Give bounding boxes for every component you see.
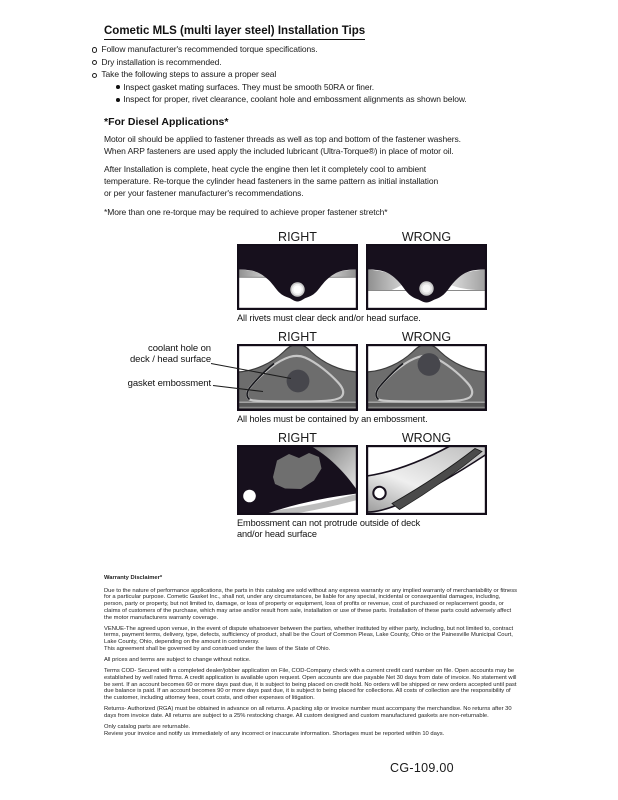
tip-text: Take the following steps to assure a proper seal (101, 69, 277, 80)
rivet-right-illustration (237, 244, 358, 310)
protrusion-caption (237, 518, 420, 540)
protrusion-right-illustration (237, 445, 358, 515)
disclaimer-text: Review your invoice and notify us immediately of any incorrect or inaccurate information. Shortages must be reported within 10 days. (104, 730, 445, 737)
disclaimer-paragraph: All prices and terms are subject to change without notice. (104, 657, 251, 664)
wrong-label: WRONG (401, 330, 452, 344)
list-item (92, 57, 467, 70)
rivet-wrong-illustration (366, 244, 487, 310)
wrong-label: WRONG (401, 431, 452, 445)
diesel-heading: *For Diesel Applications* (104, 116, 229, 128)
embossment-wrong-diagram (366, 344, 487, 411)
gasket-embossment-annotation: gasket embossment (127, 378, 211, 389)
tip-text: Follow manufacturer's recommended torque specifications. (101, 44, 318, 54)
embossment-wrong-illustration (366, 344, 487, 411)
list-item (116, 82, 467, 95)
paragraph-line: After Installation is complete, heat cycle the engine then let it completely cool to ambient (104, 164, 427, 174)
annotation-leader-lines (205, 355, 305, 400)
retorque-note: *More than one re-torque may be required to achieve proper fastener stretch* (104, 207, 388, 217)
paragraph-line: When ARP fasteners are used apply the included lubricant (Ultra-Torque®) in place of motor oil. (104, 145, 454, 156)
right-label: RIGHT (278, 230, 317, 244)
rivet-right-diagram (237, 244, 358, 310)
paragraph-line: or per your fastener manufacturer's recommendations. (104, 187, 304, 198)
rivet-wrong-diagram (366, 244, 487, 310)
disclaimer-text: Only catalog parts are returnable. (104, 724, 191, 731)
paragraph (104, 164, 438, 199)
annotation-line: deck / head surface (129, 354, 211, 365)
coolant-hole-annotation (130, 343, 211, 365)
protrusion-right-diagram (237, 445, 358, 515)
paragraph (104, 134, 461, 158)
circle-bullet-icon (92, 47, 97, 52)
list-item (92, 69, 467, 82)
protrusion-wrong-illustration (366, 445, 487, 515)
disclaimer-heading: Warranty Disclaimer* (104, 575, 163, 581)
annotation-line: coolant hole on (148, 343, 211, 354)
wrong-label: WRONG (401, 230, 452, 244)
tip-text: Inspect gasket mating surfaces. They must be smooth 50RA or finer. (123, 81, 375, 92)
disclaimer-text: VENUE-The agreed upon venue, in the event of dispute whatsoever between the parties, whether instituted by either party, including, but not limited to, contract terms, payment terms, delivery, type, defects, sufficiency of product, shall be the Court of Common Pleas, Lake County, Ohio or the Painesville Municipal Court, Lake County, Ohio, depending on the amount in controversy. (104, 625, 514, 646)
disclaimer-text: This agreement shall be governed by and construed under the laws of the State of Ohio. (104, 645, 331, 652)
caption-line: and/or head surface (237, 529, 317, 539)
protrusion-wrong-diagram (366, 445, 487, 515)
installation-tips-list (92, 44, 467, 107)
page-title: Cometic MLS (multi layer steel) Installation Tips (104, 25, 365, 40)
disclaimer-paragraph: Terms COD- Secured with a completed dealer/jobber application on File, COD-Company check with a current credit card number on file. Open accounts may be established by well rated firms. A credit application is available upon request. Open accounts are due payable Net 30 days from date of invoice. No statement will be sent. If an account becomes 60 or more days past due, it is subject to being placed on credit hold. No orders will be shipped or new orders accepted until past due balance is paid. If an account becomes 90 or more days past due, it is subject to being placed for collections. All costs of collection are the responsibility of the customer, including attorney fees, court costs, and other expenses of litigation. (104, 668, 517, 702)
right-label: RIGHT (278, 330, 317, 344)
disclaimer-paragraph (104, 724, 518, 737)
tip-text: Dry installation is recommended. (101, 56, 222, 67)
rivet-caption: All rivets must clear deck and/or head surface. (237, 313, 421, 323)
circle-bullet-icon (92, 60, 97, 65)
embossment-caption: All holes must be contained by an embossment. (237, 414, 428, 424)
tip-text: Inspect for proper, rivet clearance, coolant hole and embossment alignments as shown below. (123, 94, 467, 105)
paragraph-line: temperature. Re-torque the cylinder head fasteners in the same pattern as initial installation (104, 175, 439, 186)
right-label: RIGHT (278, 431, 317, 445)
caption-line: Embossment can not protrude outside of deck (237, 518, 421, 528)
disclaimer-paragraph: Due to the nature of performance applications, the parts in this catalog are sold without any express warranty or any implied warranty of merchantability or fitness for a particular purpose. Cometic Gasket Inc., shall not, under any circumstances, be liable for any special, incidental or consequential damages, including, person, party or property, but not limited to, damage, or loss of property or equipment, loss of profits or revenue, cost of purchased or replacement goods, or claims of customers of the purchase, which may arise and/or result from sale, installation or use of these parts. Installation of these parts could adversely affect the motor manufacturers warranty coverage. (104, 587, 518, 621)
disclaimer-paragraph: Returns- Authorized (RGA) must be obtained in advance on all returns. A packing slip or invoice number must accompany the merchandise. No returns after 30 days from invoice date. All returns are subject to a 25% restocking charge. All custom designed and custom manufactured gaskets are non-returnable. (104, 706, 512, 719)
list-item (92, 44, 467, 57)
dot-bullet-icon (116, 98, 120, 102)
circle-bullet-icon (92, 73, 97, 78)
paragraph-line: Motor oil should be applied to fastener threads as well as top and bottom of the fastener washers. (104, 134, 461, 144)
dot-bullet-icon (116, 85, 120, 89)
disclaimer-paragraph (104, 626, 518, 653)
list-item (116, 94, 467, 107)
warranty-disclaimer (104, 575, 518, 742)
page-code: CG-109.00 (390, 761, 454, 775)
